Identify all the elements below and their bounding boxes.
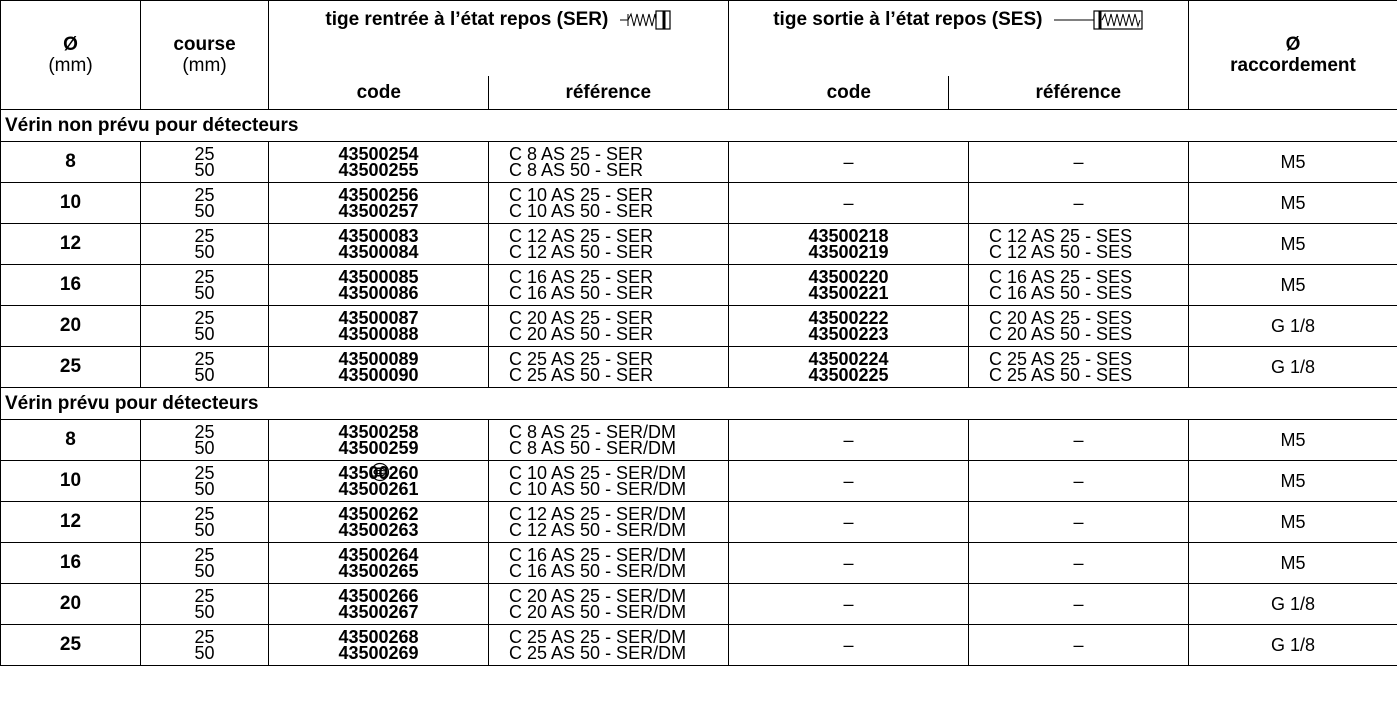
cell-line: 43500083 (338, 226, 419, 246)
cell-line: 43500220 (808, 267, 889, 287)
cell-line: C 16 AS 25 - SES (989, 267, 1133, 287)
cell-line: 43500260 (338, 463, 419, 483)
cell-stroke (141, 265, 269, 306)
cell-line: 50 (194, 520, 215, 540)
cell-line: 50 (194, 283, 215, 303)
cell-ser-reference (489, 306, 729, 347)
cell-connection: G 1/8 (1189, 347, 1397, 388)
cell-ser-code (269, 420, 489, 461)
cell-line: C 16 AS 25 - SER (509, 267, 654, 287)
cell-ser-code (269, 306, 489, 347)
cell-line: 25 (194, 185, 215, 205)
cell-line: C 20 AS 25 - SER/DM (509, 586, 687, 606)
cell-line: – (843, 430, 854, 450)
cell-ser-reference (489, 543, 729, 584)
cell-ser-code (269, 347, 489, 388)
cell-line: 43500263 (338, 520, 419, 540)
cell-line: 50 (194, 160, 215, 180)
cell-stroke (141, 584, 269, 625)
detector-icon (370, 462, 390, 482)
cell-line: 43500218 (808, 226, 889, 246)
header-connection-symbol: Ø (1285, 34, 1301, 55)
cell-line: 25 (194, 144, 215, 164)
cell-line: 43500090 (338, 365, 419, 385)
table-body (0, 109, 1397, 666)
table-row (1, 625, 1397, 666)
cell-ses-reference (969, 224, 1189, 265)
cell-stroke (141, 224, 269, 265)
cell-line: 25 (194, 308, 215, 328)
cell-ser-reference (489, 347, 729, 388)
cell-stroke (141, 461, 269, 502)
cell-line: 50 (194, 365, 215, 385)
cell-ser-code (269, 183, 489, 224)
cell-ses-reference (969, 502, 1189, 543)
cell-ses-code (729, 224, 969, 265)
cell-line: C 12 AS 50 - SER/DM (509, 520, 687, 540)
cell-line: C 16 AS 25 - SER/DM (509, 545, 687, 565)
cell-line: 43500269 (338, 643, 419, 663)
cell-line: C 16 AS 50 - SES (989, 283, 1133, 303)
cell-line: – (1073, 512, 1084, 532)
cell-line: – (1073, 193, 1084, 213)
cell-diameter: 8 (1, 142, 141, 183)
table-row (1, 183, 1397, 224)
cell-ses-code (729, 625, 969, 666)
cell-line: 50 (194, 479, 215, 499)
cell-ses-reference (969, 461, 1189, 502)
cell-line: C 8 AS 25 - SER/DM (509, 422, 677, 442)
cell-line: C 12 AS 25 - SER (509, 226, 654, 246)
cell-diameter: 20 (1, 306, 141, 347)
header-ses-code: code (729, 77, 969, 110)
cell-line: C 20 AS 50 - SER/DM (509, 602, 687, 622)
cell-connection: G 1/8 (1189, 625, 1397, 666)
header-connection (1189, 1, 1397, 110)
cell-line: 43500224 (808, 349, 889, 369)
cell-line: C 25 AS 50 - SES (989, 365, 1133, 385)
cell-line: 43500265 (338, 561, 419, 581)
cell-ser-code (269, 625, 489, 666)
cell-line: C 20 AS 25 - SES (989, 308, 1133, 328)
cell-ser-reference (489, 265, 729, 306)
header-divider-ser (488, 76, 489, 109)
cell-line: 43500268 (338, 627, 419, 647)
cell-line: C 10 AS 25 - SER/DM (509, 463, 687, 483)
cell-ses-code (729, 142, 969, 183)
cell-line: C 8 AS 25 - SER (509, 144, 644, 164)
cell-ses-reference (969, 584, 1189, 625)
cell-ser-code (269, 584, 489, 625)
cell-line: C 25 AS 50 - SER/DM (509, 643, 687, 663)
cell-stroke (141, 625, 269, 666)
cell-ser-code (269, 502, 489, 543)
section-title-text: Vérin non prévu pour détecteurs (5, 114, 299, 136)
cell-line: C 25 AS 25 - SER (509, 349, 654, 369)
cell-ser-reference (489, 625, 729, 666)
cell-line: 43500088 (338, 324, 419, 344)
cell-line: – (843, 471, 854, 491)
cell-stroke (141, 183, 269, 224)
cell-line: C 10 AS 25 - SER (509, 185, 654, 205)
cell-ses-code (729, 183, 969, 224)
cell-line: – (1073, 152, 1084, 172)
cell-diameter: 10 (1, 461, 141, 502)
cell-ses-reference (969, 347, 1189, 388)
cell-ses-code (729, 265, 969, 306)
cell-connection: M5 (1189, 461, 1397, 502)
cell-line: 43500266 (338, 586, 419, 606)
cell-line: 43500225 (808, 365, 889, 385)
cell-line: 43500086 (338, 283, 419, 303)
cell-line: C 12 AS 25 - SER/DM (509, 504, 687, 524)
cell-connection: G 1/8 (1189, 306, 1397, 347)
cell-ses-reference (969, 543, 1189, 584)
section-title (1, 110, 1397, 142)
cell-stroke (141, 502, 269, 543)
cell-line: 25 (194, 545, 215, 565)
table-row (1, 265, 1397, 306)
cell-line: C 10 AS 50 - SER/DM (509, 479, 687, 499)
section-header (1, 388, 1397, 420)
cell-line: – (1073, 430, 1084, 450)
table-row (1, 502, 1397, 543)
header-ser-reference (489, 77, 729, 110)
cell-line: 25 (194, 422, 215, 442)
cell-line: – (1073, 471, 1084, 491)
cell-connection: M5 (1189, 420, 1397, 461)
cell-line: – (843, 193, 854, 213)
cell-stroke (141, 543, 269, 584)
table-row (1, 306, 1397, 347)
cell-line: 43500221 (808, 283, 889, 303)
cell-line: C 20 AS 50 - SER (509, 324, 654, 344)
cell-line: C 25 AS 25 - SER/DM (509, 627, 687, 647)
cell-line: 43500264 (338, 545, 419, 565)
cell-ses-code (729, 347, 969, 388)
cell-line: 50 (194, 438, 215, 458)
cell-ses-reference (969, 183, 1189, 224)
cylinder-table-body (0, 109, 1397, 666)
cell-line: C 20 AS 50 - SES (989, 324, 1133, 344)
header-ser (269, 1, 729, 77)
header-diameter-symbol: Ø (63, 34, 78, 55)
cell-line: 43500256 (338, 185, 419, 205)
cell-stroke (141, 306, 269, 347)
cell-ser-reference (489, 420, 729, 461)
cell-line: 43500089 (338, 349, 419, 369)
cell-diameter: 20 (1, 584, 141, 625)
cell-line: 43500222 (808, 308, 889, 328)
cell-connection: M5 (1189, 265, 1397, 306)
cell-stroke (141, 142, 269, 183)
header-ses-reference: référence (969, 77, 1189, 110)
table-row (1, 543, 1397, 584)
cell-line: 43500085 (338, 267, 419, 287)
header-diameter-unit: (mm) (48, 55, 93, 76)
cell-ses-code (729, 543, 969, 584)
cell-line: C 25 AS 25 - SES (989, 349, 1133, 369)
cylinder-table (0, 0, 1397, 110)
spring-extended-icon (1054, 9, 1144, 31)
cell-line: 43500261 (338, 479, 419, 499)
cell-line: – (1073, 635, 1084, 655)
cell-line: C 12 AS 50 - SER (509, 242, 654, 262)
cell-diameter: 25 (1, 347, 141, 388)
header-diameter (1, 1, 141, 110)
cell-ses-reference (969, 625, 1189, 666)
cell-line: 25 (194, 349, 215, 369)
header-stroke-unit: (mm) (182, 55, 227, 76)
cell-diameter: 16 (1, 543, 141, 584)
cell-line: 25 (194, 586, 215, 606)
cell-connection: M5 (1189, 502, 1397, 543)
cell-line: 25 (194, 627, 215, 647)
cell-ses-reference (969, 306, 1189, 347)
cell-diameter: 8 (1, 420, 141, 461)
cell-line: – (1073, 594, 1084, 614)
cell-connection: M5 (1189, 543, 1397, 584)
cell-line: 50 (194, 201, 215, 221)
cell-stroke (141, 347, 269, 388)
cell-line: C 12 AS 25 - SES (989, 226, 1133, 246)
header-stroke (141, 1, 269, 110)
cell-line: C 10 AS 50 - SER (509, 201, 654, 221)
cell-line: 43500084 (338, 242, 419, 262)
cell-ser-code (269, 142, 489, 183)
cell-line: C 8 AS 50 - SER (509, 160, 644, 180)
cell-line: 50 (194, 602, 215, 622)
cell-line: 43500267 (338, 602, 419, 622)
cell-ses-reference (969, 420, 1189, 461)
table-row (1, 420, 1397, 461)
cell-ser-code (269, 224, 489, 265)
cell-line: C 12 AS 50 - SES (989, 242, 1133, 262)
cell-line: 50 (194, 643, 215, 663)
cell-line: 50 (194, 561, 215, 581)
cell-ser-code (269, 265, 489, 306)
cell-diameter: 12 (1, 502, 141, 543)
cell-ser-reference (489, 224, 729, 265)
cell-ses-code (729, 502, 969, 543)
cell-line: 50 (194, 324, 215, 344)
cell-line: 25 (194, 504, 215, 524)
cell-line: 25 (194, 267, 215, 287)
header-divider-ses (948, 76, 949, 109)
header-connection-label: raccordement (1230, 55, 1356, 76)
cell-line: C 20 AS 25 - SER (509, 308, 654, 328)
cell-line: 43500219 (808, 242, 889, 262)
header-ser-reference-label: référence (565, 82, 652, 104)
cell-line: – (843, 594, 854, 614)
cell-connection: G 1/8 (1189, 584, 1397, 625)
cell-line: – (843, 553, 854, 573)
cell-connection: M5 (1189, 183, 1397, 224)
header-stroke-label: course (173, 34, 236, 55)
cell-line: 43500087 (338, 308, 419, 328)
cell-ses-reference (969, 142, 1189, 183)
cell-ser-code (269, 543, 489, 584)
section-header (1, 110, 1397, 142)
cell-line: 43500254 (338, 144, 419, 164)
header-ses (729, 1, 1189, 77)
spring-retracted-icon (620, 9, 672, 31)
cell-line: – (1073, 553, 1084, 573)
cell-line: 43500255 (338, 160, 419, 180)
table-row (1, 142, 1397, 183)
cell-line: 43500257 (338, 201, 419, 221)
table-row (1, 347, 1397, 388)
table-row (1, 224, 1397, 265)
cell-ses-reference (969, 265, 1189, 306)
cell-ser-reference (489, 584, 729, 625)
cell-ser-reference (489, 502, 729, 543)
header-row-top (1, 1, 1397, 77)
table-row (1, 461, 1397, 502)
section-title-text: Vérin prévu pour détecteurs (5, 392, 259, 414)
cell-line: 43500259 (338, 438, 419, 458)
cell-diameter: 16 (1, 265, 141, 306)
header-ser-title: tige rentrée à l’état repos (SER) (325, 9, 609, 31)
cell-connection: M5 (1189, 224, 1397, 265)
cell-line: C 25 AS 50 - SER (509, 365, 654, 385)
cell-line: C 16 AS 50 - SER/DM (509, 561, 687, 581)
cell-line: – (843, 152, 854, 172)
cell-ses-code (729, 306, 969, 347)
table-row (1, 584, 1397, 625)
cell-line: 25 (194, 226, 215, 246)
cell-diameter: 12 (1, 224, 141, 265)
cell-ser-reference (489, 142, 729, 183)
cell-line: – (843, 635, 854, 655)
cell-line: 43500262 (338, 504, 419, 524)
cell-line: 43500223 (808, 324, 889, 344)
cell-ser-reference (489, 461, 729, 502)
cell-diameter: 25 (1, 625, 141, 666)
header-ses-title: tige sortie à l’état repos (SES) (773, 9, 1043, 31)
cell-diameter: 10 (1, 183, 141, 224)
cell-line: 43500258 (338, 422, 419, 442)
cell-ses-code (729, 584, 969, 625)
cell-stroke (141, 420, 269, 461)
header-ser-code: code (269, 77, 489, 110)
cell-line: 50 (194, 242, 215, 262)
section-title (1, 388, 1397, 420)
cell-line: – (843, 512, 854, 532)
cell-line: 25 (194, 463, 215, 483)
cell-line: C 16 AS 50 - SER (509, 283, 654, 303)
cell-line: C 8 AS 50 - SER/DM (509, 438, 677, 458)
cell-ses-code (729, 461, 969, 502)
cell-ser-reference (489, 183, 729, 224)
cell-connection: M5 (1189, 142, 1397, 183)
cell-ses-code (729, 420, 969, 461)
